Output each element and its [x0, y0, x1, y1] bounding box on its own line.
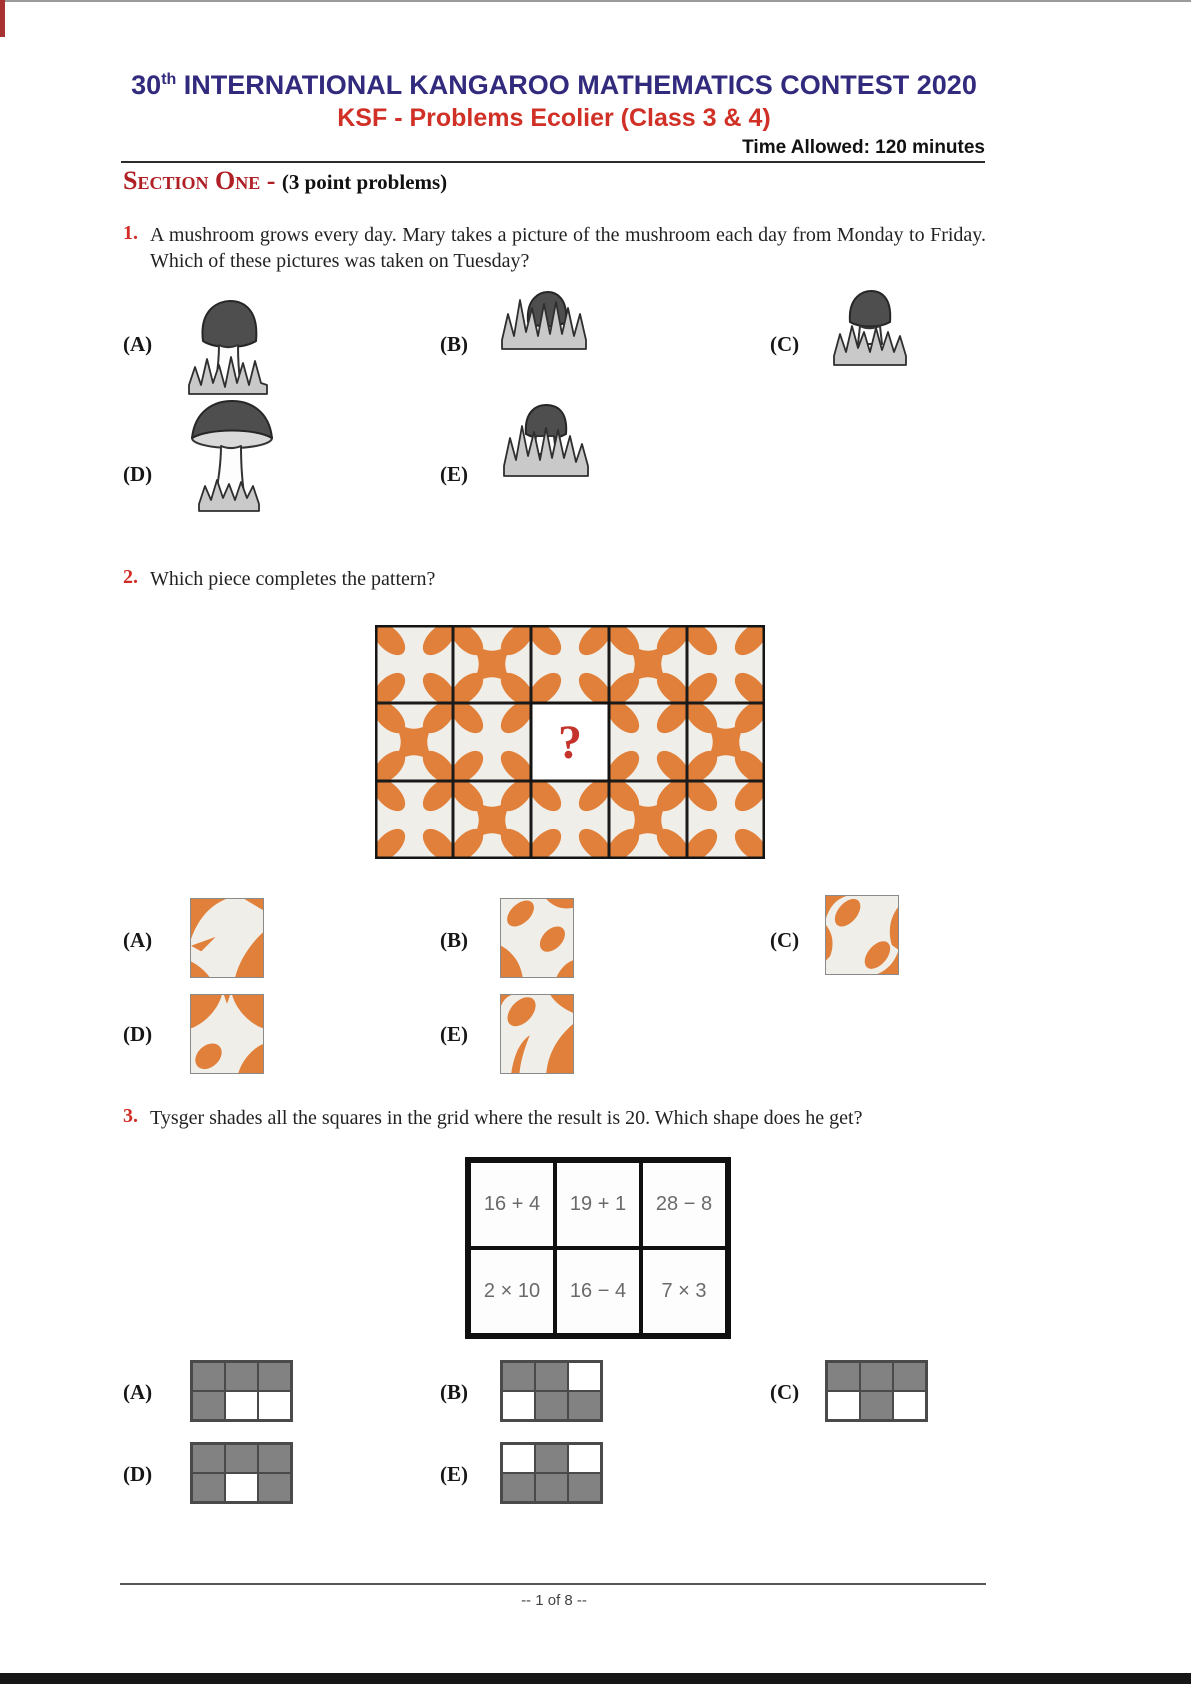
- shaded-square: [568, 1473, 601, 1502]
- q3-option-c-label: (C): [770, 1380, 800, 1404]
- shaded-square: [860, 1391, 893, 1420]
- q3-option-e-shape: [500, 1442, 603, 1504]
- q1-option-c-label: (C): [770, 332, 800, 356]
- page-number: -- 1 of 8 --: [521, 1592, 587, 1609]
- shaded-square: [258, 1444, 291, 1473]
- q3-option-b-label: (B): [440, 1380, 468, 1404]
- shaded-square: [535, 1391, 568, 1420]
- mushroom-medium-image: [828, 286, 913, 366]
- section-heading-points: (3 point problems): [281, 170, 448, 194]
- q2-option-d-label: (D): [123, 1022, 153, 1046]
- q3-option-e-label: (E): [440, 1462, 468, 1486]
- unshaded-square: [258, 1391, 291, 1420]
- question-2-number: 2.: [123, 566, 138, 588]
- shaded-square: [893, 1362, 926, 1391]
- question-3-number: 3.: [123, 1105, 138, 1127]
- unshaded-square: [225, 1391, 258, 1420]
- shaded-square: [192, 1362, 225, 1391]
- pattern-missing-cell-mark: ?: [558, 715, 582, 769]
- time-allowed: Time Allowed: 120 minutes: [742, 137, 985, 158]
- shaded-square: [827, 1362, 860, 1391]
- unshaded-square: [502, 1444, 535, 1473]
- shaded-square: [535, 1473, 568, 1502]
- pattern-piece-d-image: [190, 994, 264, 1074]
- mushroom-small-medium-image: [500, 402, 595, 477]
- unshaded-square: [568, 1362, 601, 1391]
- mushroom-small-in-grass-image: [498, 288, 598, 350]
- shaded-square: [535, 1444, 568, 1473]
- q2-option-b-label: (B): [440, 928, 468, 952]
- q1-option-e-label: (E): [440, 462, 468, 486]
- section-heading-name: Section One -: [123, 166, 282, 195]
- shaded-square: [502, 1473, 535, 1502]
- shaded-square: [502, 1362, 535, 1391]
- shaded-square: [535, 1362, 568, 1391]
- mushroom-large-open-cap-image: [185, 398, 280, 513]
- shaded-square: [225, 1362, 258, 1391]
- pattern-piece-e-image: [500, 994, 574, 1074]
- shaded-square: [860, 1362, 893, 1391]
- shaded-square: [192, 1473, 225, 1502]
- header-divider: [121, 161, 985, 163]
- mushroom-medium-tall-image: [185, 295, 275, 395]
- unshaded-square: [827, 1391, 860, 1420]
- q2-option-e-label: (E): [440, 1022, 468, 1046]
- shaded-square: [258, 1362, 291, 1391]
- expression-cell: 16 − 4: [555, 1248, 641, 1335]
- scan-top-edge: [0, 0, 1191, 2]
- question-2-text: Which piece completes the pattern?: [150, 568, 436, 590]
- expression-cell: 7 × 3: [641, 1248, 727, 1335]
- unshaded-square: [893, 1391, 926, 1420]
- shaded-square: [258, 1473, 291, 1502]
- pattern-piece-c-image: [825, 895, 899, 975]
- contest-title-text: INTERNATIONAL KANGAROO MATHEMATICS CONTEST 2020: [176, 70, 977, 100]
- q3-option-a-label: (A): [123, 1380, 153, 1404]
- contest-title-number: 30: [131, 70, 162, 100]
- contest-subtitle: KSF - Problems Ecolier (Class 3 & 4): [337, 104, 771, 132]
- q1-option-d-label: (D): [123, 462, 153, 486]
- question-1-number: 1.: [123, 222, 138, 244]
- expression-cell: 2 × 10: [469, 1248, 555, 1335]
- contest-title: [123, 70, 985, 101]
- shaded-square: [192, 1444, 225, 1473]
- q3-option-c-shape: [825, 1360, 928, 1422]
- q3-option-d-label: (D): [123, 1462, 153, 1486]
- q1-option-a-label: (A): [123, 332, 153, 356]
- scan-left-red-mark: [0, 0, 5, 37]
- contest-title-ordinal: th: [161, 71, 177, 88]
- footer-divider: [120, 1583, 986, 1585]
- expression-cell: 28 − 8: [641, 1161, 727, 1248]
- shaded-square: [192, 1391, 225, 1420]
- question-1-text: A mushroom grows every day. Mary takes a picture of the mushroom each day from Monday to Friday. Which of these pictures was taken on Tuesday?: [150, 224, 986, 272]
- q1-option-b-label: (B): [440, 332, 468, 356]
- shaded-square: [568, 1391, 601, 1420]
- q3-option-b-shape: [500, 1360, 603, 1422]
- q2-option-a-label: (A): [123, 928, 153, 952]
- expression-cell: 16 + 4: [469, 1161, 555, 1248]
- unshaded-square: [225, 1473, 258, 1502]
- pattern-piece-b-image: [500, 898, 574, 978]
- q3-option-d-shape: [190, 1442, 293, 1504]
- scan-bottom-edge: [0, 1673, 1191, 1684]
- question-3-text: Tysger shades all the squares in the grid where the result is 20. Which shape does he get?: [150, 1107, 863, 1129]
- expression-cell: 19 + 1: [555, 1161, 641, 1248]
- section-heading: [123, 166, 447, 196]
- q3-option-a-shape: [190, 1360, 293, 1422]
- unshaded-square: [568, 1444, 601, 1473]
- shaded-square: [225, 1444, 258, 1473]
- q2-option-c-label: (C): [770, 928, 800, 952]
- unshaded-square: [502, 1391, 535, 1420]
- expression-grid: [465, 1157, 731, 1339]
- pattern-piece-a-image: [190, 898, 264, 978]
